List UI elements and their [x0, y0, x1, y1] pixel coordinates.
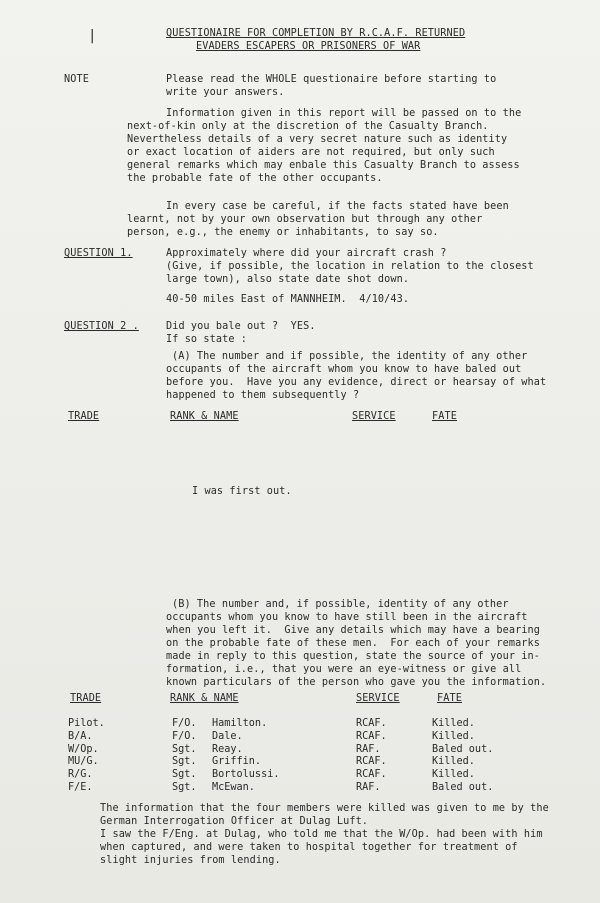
note-p3-line-2: learnt, not by your own observation but through any other: [127, 214, 483, 225]
closing-line-1: The information that the four members were killed was given to me by the: [100, 803, 549, 814]
question-1-line-3: large town), also state date shot down.: [166, 274, 410, 285]
crew-service-3: RCAF.: [356, 756, 387, 768]
crew-name-0: Hamilton.: [212, 718, 268, 729]
crew-name-4: Bortolussi.: [212, 769, 280, 781]
question-2b-line-6: formation, i.e., that you were an eye-witness or give all: [166, 664, 522, 675]
a-header-service: SERVICE: [352, 411, 396, 422]
question-2a-line-4: happened to them subsequently ?: [166, 390, 360, 401]
question-2b-line-4: on the probable fate of these men. For each of your remarks: [166, 638, 541, 649]
margin-mark: |: [88, 28, 97, 44]
note-p2-line-1: Information given in this report will be passed on to the: [166, 108, 522, 119]
question-2a-answer: I was first out.: [192, 486, 292, 497]
crew-service-0: RCAF.: [356, 718, 387, 729]
question-2-text: Did you bale out ? YES.: [166, 321, 316, 332]
crew-rank-0: F/O.: [172, 718, 197, 729]
note-p3-line-3: person, e.g., the enemy or inhabitants, to say so.: [127, 227, 439, 238]
crew-service-2: RAF.: [356, 743, 381, 755]
crew-service-1: RCAF.: [356, 730, 387, 742]
question-1-label: QUESTION 1.: [64, 248, 133, 259]
note-p2-line-3: Nevertheless details of a very secret nature such as identity: [127, 134, 508, 145]
question-2b-line-2: occupants whom you know to have still been in the aircraft: [166, 612, 528, 623]
question-2a-line-3: before you. Have you any evidence, direct or hearsay of what: [166, 377, 547, 388]
crew-fate-5: Baled out.: [432, 782, 494, 793]
crew-name-2: Reay.: [212, 743, 243, 755]
question-2b-line-7: known particulars of the person who gave you the information.: [166, 677, 547, 688]
b-header-rank-name: RANK & NAME: [170, 693, 239, 704]
question-2-label: QUESTION 2 .: [64, 321, 139, 332]
note-p1-line-1: Please read the WHOLE questionaire before starting to: [166, 74, 497, 85]
b-header-fate: FATE: [437, 693, 462, 704]
closing-line-5: slight injuries from lending.: [100, 855, 281, 866]
crew-name-5: McEwan.: [212, 782, 255, 793]
title-line-2: EVADERS ESCAPERS OR PRISONERS OF WAR: [196, 41, 421, 52]
closing-line-4: when captured, and were taken to hospital together for treatment of: [100, 842, 518, 853]
note-p2-line-4: or exact location of aiders are not required, but only such: [127, 147, 495, 158]
note-p2-line-5: general remarks which may enbale this Casualty Branch to assess: [127, 160, 520, 171]
crew-rank-5: Sgt.: [172, 782, 197, 793]
a-header-fate: FATE: [432, 411, 457, 422]
crew-trade-2: W/Op.: [68, 743, 99, 755]
note-p2-line-2: next-of-kin only at the discretion of the Casualty Branch.: [127, 121, 489, 132]
crew-fate-0: Killed.: [432, 718, 475, 729]
a-header-rank-name: RANK & NAME: [170, 411, 239, 422]
question-2b-line-1: (B) The number and, if possible, identity of any other: [172, 599, 509, 610]
question-2b-line-5: made in reply to this question, state the source of your in-: [166, 651, 541, 662]
crew-rank-2: Sgt.: [172, 743, 197, 755]
note-p2-line-6: the probable fate of the other occupants.: [127, 173, 383, 184]
closing-line-2: German Interrogation Officer at Dulag Luft.: [100, 816, 369, 827]
crew-rank-3: Sgt.: [172, 756, 197, 768]
crew-fate-3: Killed.: [432, 756, 475, 768]
question-1-line-2: (Give, if possible, the location in relation to the closest: [166, 261, 534, 272]
crew-rank-4: Sgt.: [172, 769, 197, 781]
question-2a-line-1: (A) The number and if possible, the identity of any other: [172, 351, 528, 362]
crew-fate-1: Killed.: [432, 730, 475, 742]
crew-service-4: RCAF.: [356, 769, 387, 781]
crew-fate-2: Baled out.: [432, 743, 494, 755]
crew-name-1: Dale.: [212, 730, 243, 742]
b-header-service: SERVICE: [356, 693, 400, 704]
crew-trade-4: R/G.: [68, 769, 93, 781]
crew-trade-3: MU/G.: [68, 756, 99, 768]
note-p1-line-2: write your answers.: [166, 87, 285, 98]
note-label: NOTE: [64, 74, 89, 85]
crew-trade-5: F/E.: [68, 782, 93, 793]
question-1-line-1: Approximately where did your aircraft crash ?: [166, 248, 447, 259]
crew-fate-4: Killed.: [432, 769, 475, 781]
crew-name-3: Griffin.: [212, 756, 262, 768]
b-header-trade: TRADE: [70, 693, 102, 704]
crew-trade-0: Pilot.: [68, 718, 105, 729]
question-1-answer: 40-50 miles East of MANNHEIM. 4/10/43.: [166, 294, 410, 305]
a-header-trade: TRADE: [68, 411, 100, 422]
crew-rank-1: F/O.: [172, 730, 197, 742]
closing-line-3: I saw the F/Eng. at Dulag, who told me that the W/Op. had been with him: [100, 829, 543, 840]
question-2a-line-2: occupants of the aircraft whom you know to have baled out: [166, 364, 522, 375]
question-2-if-so: If so state :: [166, 334, 248, 345]
note-p3-line-1: In every case be careful, if the facts stated have been: [166, 201, 509, 212]
crew-service-5: RAF.: [356, 782, 381, 793]
title-line-1: QUESTIONAIRE FOR COMPLETION BY R.C.A.F. RETURNED: [166, 28, 466, 39]
crew-trade-1: B/A.: [68, 730, 93, 742]
question-2b-line-3: when you left it. Give any details which may have a bearing: [166, 625, 541, 636]
